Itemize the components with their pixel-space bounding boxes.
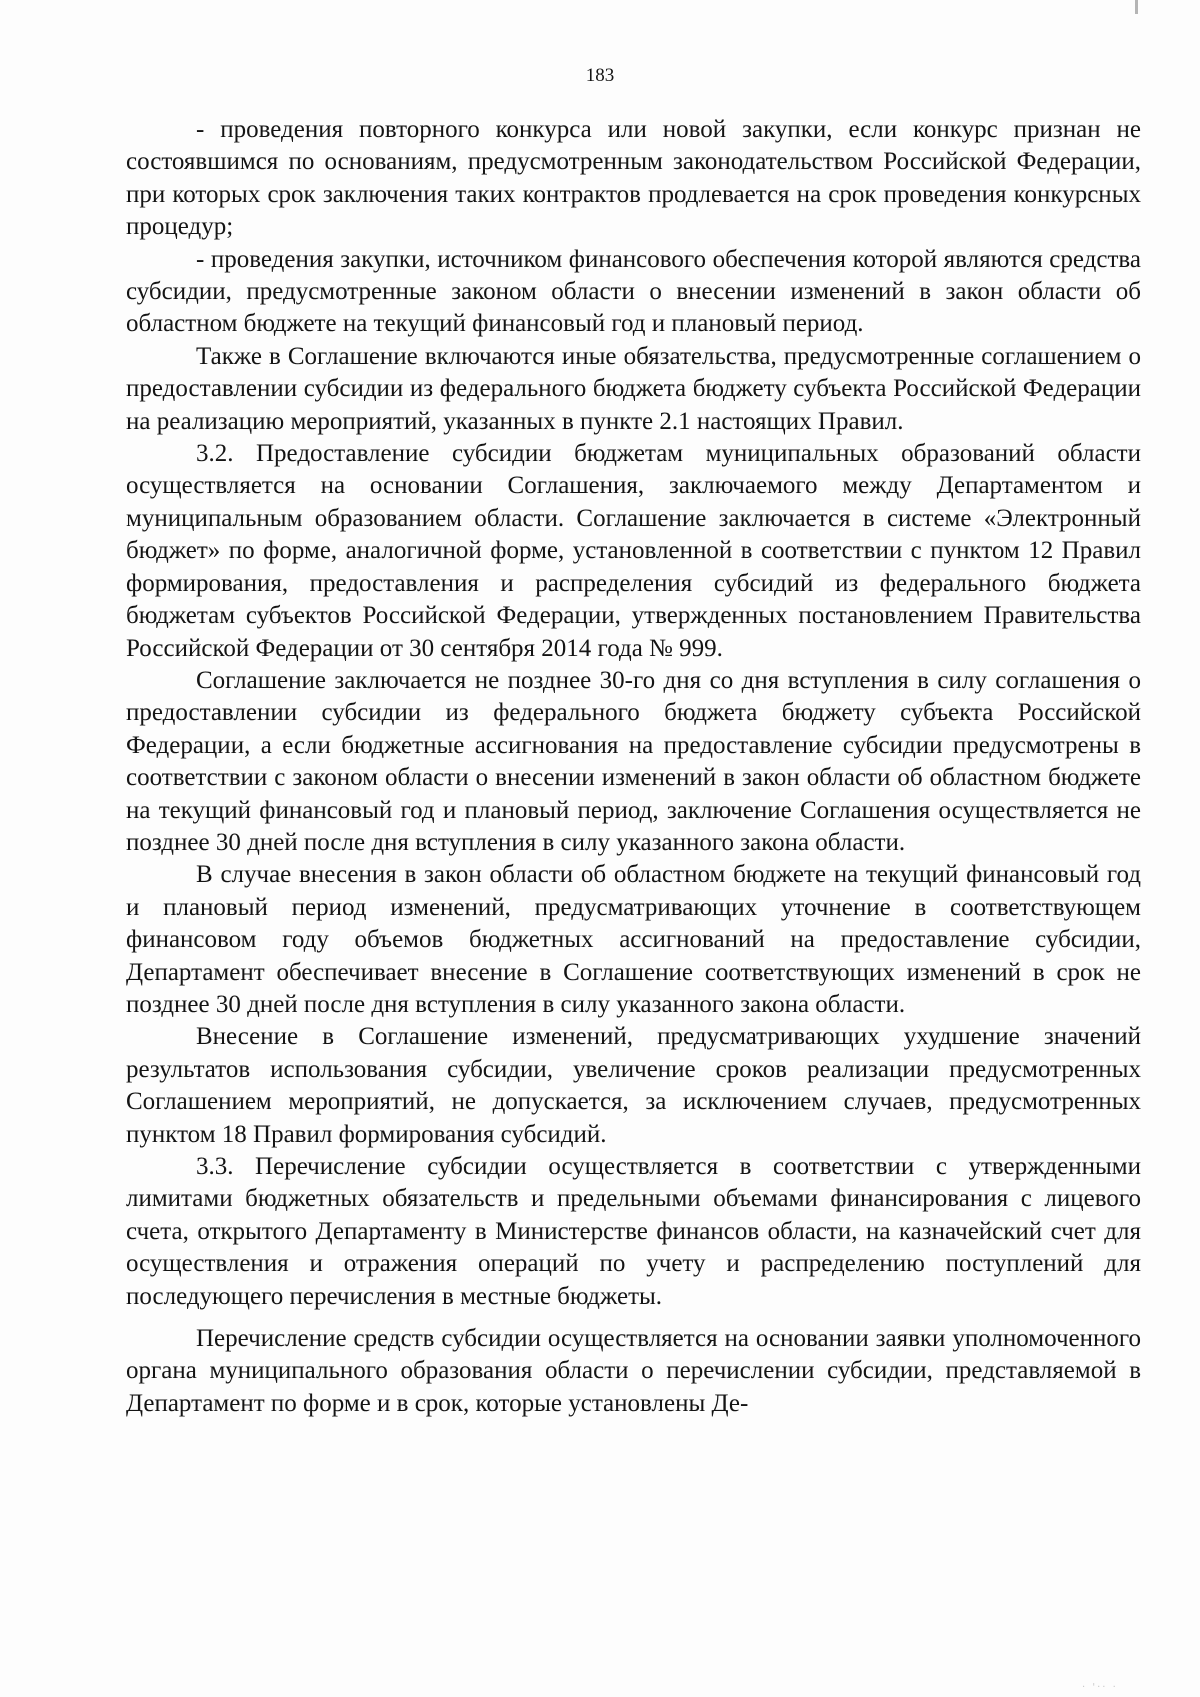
body-text xyxy=(126,114,1141,1420)
paragraph-section-3-2: 3.2. Предоставление субсидии бюджетам муниципальных образований области осуществляется на основании Соглашения, заключаемого между Департаментом и муниципальным образованием области. Соглашение заключается в системе «Электронный бюджет» по форме, аналогичной форме, установленной в соответствии с пунктом 12 Правил формирования, предоставления и распределения субсидий из федерального бюджета бюджетам субъектов Российской Федерации, утвержденных постановлением Правительства Российской Федерации от 30 сентября 2014 года № 999. xyxy=(126,440,1141,662)
paragraph-procurement-funding: - проведения закупки, источником финансового обеспечения которой являются средства субсидии, предусмотренные законом области о внесении изменений в закон области об областном бюджете на текущий финансовый год и плановый период. xyxy=(126,245,1141,338)
paragraph-transfer-request: Перечисление средств субсидии осуществляется на основании заявки уполномоченного органа муниципального образования области о перечислении субсидии, представляемой в Департамент по форме и в срок, которые установлены Де- xyxy=(126,1325,1141,1417)
page-number: 183 xyxy=(585,65,615,86)
paragraph-budget-amendments: В случае внесения в закон области об областном бюджете на текущий финансовый год и плановый период изменений, предусматривающих уточнение в соответствующем финансовом году объемов бюджетных ассигнований на предоставление субсидии, Департамент обеспечивает внесение в Соглашение соответствующих изменений в срок не позднее 30 дней после дня вступления в силу указанного закона области. xyxy=(126,861,1141,1018)
paragraph-repeat-tender: - проведения повторного конкурса или новой закупки, если конкурс признан не состоявшимся по основаниям, предусмотренным законодательством Российской Федерации, при которых срок заключения таких контрактов продлевается на срок проведения конкурсных процедур; xyxy=(126,116,1141,241)
scan-noise: · '·· · xyxy=(1082,1682,1118,1693)
paragraph-other-obligations: Также в Соглашение включаются иные обязательства, предусмотренные соглашением о предоставлении субсидии из федерального бюджета бюджету субъекта Российской Федерации на реализацию мероприятий, указанных в пункте 2.1 настоящих Правил. xyxy=(126,342,1141,435)
paragraph-section-3-3: 3.3. Перечисление субсидии осуществляется в соответствии с утвержденными лимитами бюджетных обязательств и предельными объемами финансирования с лицевого счета, открытого Департаменту в Министерстве финансов области, на казначейский счет для осуществления и отражения операций по учету и распределению поступлений для последующего перечисления в местные бюджеты. xyxy=(126,1153,1141,1310)
paragraph-amendment-restrictions: Внесение в Соглашение изменений, предусматривающих ухудшение значений результатов использования субсидии, увеличение сроков реализации предусмотренных Соглашением мероприятий, не допускается, за исключением случаев, предусмотренных пунктом 18 Правил формирования субсидий. xyxy=(126,1023,1141,1148)
scan-artifact xyxy=(1135,0,1138,14)
paragraph-agreement-deadline: Соглашение заключается не позднее 30-го дня со дня вступления в силу соглашения о предоставлении субсидии из федерального бюджета бюджету субъекта Российской Федерации, а если бюджетные ассигнования на предоставление субсидии предусмотрены в соответствии с законом области о внесении изменений в закон области об областном бюджете на текущий финансовый год и плановый период, заключение Соглашения осуществляется не позднее 30 дней после дня вступления в силу указанного закона области. xyxy=(126,666,1141,856)
